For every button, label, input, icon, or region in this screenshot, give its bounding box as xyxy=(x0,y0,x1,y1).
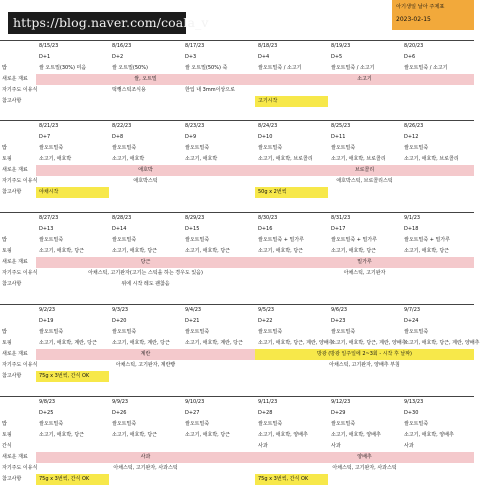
plan-cell: 소고기, 애호박, 당근 xyxy=(112,248,157,254)
note-title: 아기생일 날아 주제표 xyxy=(396,4,445,10)
date-cell: 9/7/23 xyxy=(404,307,421,313)
plan-cell: 쌀오트밀죽 xyxy=(258,145,283,151)
day-count-cell: D+6 xyxy=(404,54,416,60)
plan-cell: 소고기, 애호박, 당근 xyxy=(185,432,230,438)
plan-cell: 소고기, 애호박, 당근 xyxy=(331,248,376,254)
plan-cell: 소고기, 애호박, 브로콜리 xyxy=(331,156,386,162)
plan-cell: 소고기, 애호박, 당근, 계란, 양배추 xyxy=(258,340,334,346)
plan-row xyxy=(0,327,474,338)
row-label: 밥 xyxy=(2,65,7,71)
plan-span: 브로콜리 xyxy=(255,165,474,176)
plan-cell xyxy=(401,474,474,485)
plan-cell xyxy=(109,96,182,107)
row-label: 새로운 재료 xyxy=(2,259,28,265)
plan-span: 아채스틱, 고기완자, 양배추 부침 xyxy=(329,362,400,368)
plan-row xyxy=(0,338,480,349)
day-count-cell: D+13 xyxy=(39,226,54,232)
plan-cell: 쌀 오트밀(30%) 미음 xyxy=(39,65,87,71)
plan-cell: 쌀오트밀죽 / 소고기 xyxy=(258,65,302,71)
plan-cell: 소고기, 애호박, 당근 xyxy=(258,248,303,254)
plan-cell: 소고기, 애호박, 당근 xyxy=(404,248,449,254)
plan-cell: 쌀오트밀죽 xyxy=(39,237,64,243)
plan-row xyxy=(0,371,474,382)
row-label: 토핑 xyxy=(2,432,12,438)
plan-cell: 쌀오트밀죽 xyxy=(404,329,429,335)
plan-cell: 사과 xyxy=(331,443,341,449)
plan-span: 애호박스틱 xyxy=(133,178,158,184)
plan-span: 아채스틱, 고기완자, 계란빵 xyxy=(115,362,176,368)
row-label: 자기주도 이유식 xyxy=(2,362,38,368)
plan-cell: 쌀오트밀죽 + 밀가루 xyxy=(404,237,451,243)
plan-cell: 쌀오트밀죽 + 밀가루 xyxy=(331,237,378,243)
plan-cell: 소고기, 애호박, 계란, 당근 xyxy=(39,340,97,346)
date-cell: 9/2/23 xyxy=(39,307,56,313)
plan-cell: 쌀오트밀죽 xyxy=(112,237,137,243)
day-count-row xyxy=(0,224,474,235)
plan-row xyxy=(0,279,474,290)
date-cell: 9/12/23 xyxy=(331,399,351,405)
plan-cell: 소고기, 애호박, 당근 xyxy=(112,432,157,438)
date-cell: 9/13/23 xyxy=(404,399,424,405)
row-label: 토핑 xyxy=(2,156,12,162)
date-cell: 8/22/23 xyxy=(112,123,132,129)
plan-cell xyxy=(255,371,328,382)
plan-row xyxy=(0,246,474,257)
plan-cell: 75g x 3번씩, 간식 OK xyxy=(255,474,328,485)
day-count-cell: D+2 xyxy=(112,54,124,60)
plan-cell xyxy=(255,85,328,96)
date-row xyxy=(0,305,474,316)
day-count-cell: D+14 xyxy=(112,226,127,232)
row-label: 토핑 xyxy=(2,248,12,254)
header-bar xyxy=(0,0,474,40)
plan-cell: 소고기, 애호박, 양배추 xyxy=(404,432,454,438)
plan-row xyxy=(0,235,474,246)
plan-row xyxy=(0,154,474,165)
plan-cell xyxy=(109,474,182,485)
plan-cell: 떡뻥스틱조식용 xyxy=(112,87,146,93)
plan-row xyxy=(0,441,474,452)
row-label: 간식 xyxy=(2,443,12,449)
date-cell: 9/9/23 xyxy=(112,399,129,405)
plan-cell: 쌀오트밀죽 xyxy=(112,421,137,427)
row-label: 참고사항 xyxy=(2,98,22,104)
note-box xyxy=(392,0,474,30)
blog-url[interactable]: https://blog.naver.com/coala_v xyxy=(8,12,186,34)
plan-span: 애호박스틱, 브로콜리스틱 xyxy=(336,178,393,184)
plan-span: 아채스틱, 고기완자, 사과스틱 xyxy=(332,465,397,471)
date-row xyxy=(0,213,474,224)
plan-cell xyxy=(182,474,255,485)
day-count-cell: D+21 xyxy=(185,318,200,324)
plan-cell xyxy=(109,371,182,382)
day-count-cell: D+23 xyxy=(331,318,346,324)
day-count-row xyxy=(0,408,474,419)
plan-cell xyxy=(182,96,255,107)
plan-cell: 쌀오트밀죽 xyxy=(404,145,429,151)
day-count-cell: D+24 xyxy=(404,318,419,324)
day-count-cell: D+27 xyxy=(185,410,200,416)
date-cell: 8/27/23 xyxy=(39,215,59,221)
row-label: 새로운 재료 xyxy=(2,167,28,173)
day-count-cell: D+12 xyxy=(404,134,419,140)
row-label: 토핑 xyxy=(2,340,12,346)
row-label: 자기주도 이유식 xyxy=(2,87,38,93)
day-count-row xyxy=(0,52,474,63)
week-block xyxy=(0,40,474,107)
day-count-cell: D+4 xyxy=(258,54,270,60)
day-count-cell: D+5 xyxy=(331,54,343,60)
note-date: 2023-02-15 xyxy=(396,16,431,23)
plan-row xyxy=(0,257,474,268)
plan-span: 소고기 xyxy=(255,74,474,85)
plan-cell: 쌀오트밀죽 xyxy=(39,421,64,427)
plan-row xyxy=(0,452,474,463)
row-label: 참고사항 xyxy=(2,476,22,482)
day-count-row xyxy=(0,316,474,327)
day-count-cell: D+7 xyxy=(39,134,51,140)
plan-cell: 쌀 오트밀(50%) xyxy=(112,65,148,71)
plan-row xyxy=(0,165,474,176)
plan-span: 애호박 xyxy=(36,165,255,176)
date-row xyxy=(0,41,474,52)
day-count-cell: D+26 xyxy=(112,410,127,416)
plan-cell: 쌀오트밀죽 / 소고기 xyxy=(404,65,448,71)
day-count-cell: D+10 xyxy=(258,134,273,140)
row-label: 참고사항 xyxy=(2,373,22,379)
row-label: 새로운 재료 xyxy=(2,351,28,357)
date-cell: 8/17/23 xyxy=(185,43,205,49)
date-cell: 8/29/23 xyxy=(185,215,205,221)
week-block xyxy=(0,120,474,198)
plan-cell xyxy=(36,96,109,107)
day-count-cell: D+29 xyxy=(331,410,346,416)
date-cell: 8/23/23 xyxy=(185,123,205,129)
plan-cell: 사과 xyxy=(404,443,414,449)
plan-cell: 쌀오트밀죽 xyxy=(112,329,137,335)
row-label: 참고사항 xyxy=(2,281,22,287)
plan-cell xyxy=(328,474,401,485)
day-count-cell: D+25 xyxy=(39,410,54,416)
day-count-cell: D+9 xyxy=(185,134,197,140)
plan-span: 양배추 xyxy=(255,452,474,463)
date-cell: 8/20/23 xyxy=(404,43,424,49)
plan-cell: 쌀오트밀죽 xyxy=(258,421,283,427)
week-block xyxy=(0,212,474,290)
date-cell: 8/26/23 xyxy=(404,123,424,129)
plan-row xyxy=(0,176,474,187)
plan-cell xyxy=(328,96,401,107)
day-count-cell: D+28 xyxy=(258,410,273,416)
plan-cell: 소고기, 애호박, 계란, 당근 xyxy=(112,340,170,346)
plan-cell: 쌀오트밀죽 xyxy=(258,329,283,335)
plan-span: 아채스틱, 고기완자(고기는 스틱을 하는 경우도 있음) xyxy=(88,270,203,276)
day-count-cell: D+19 xyxy=(39,318,54,324)
date-cell: 8/25/23 xyxy=(331,123,351,129)
plan-cell: 쌀오트밀죽 + 밀가루 xyxy=(258,237,305,243)
plan-cell: 75g x 3번씩, 간식 OK xyxy=(36,371,109,382)
day-count-cell: D+22 xyxy=(258,318,273,324)
day-count-cell: D+16 xyxy=(258,226,273,232)
date-cell: 9/4/23 xyxy=(185,307,202,313)
plan-cell: 쌀오트밀죽 xyxy=(185,329,210,335)
plan-cell: 소고기, 애호박, 당근 xyxy=(39,432,84,438)
plan-cell: 소고기, 애호박 xyxy=(112,156,145,162)
plan-cell xyxy=(36,85,109,96)
date-cell: 9/3/23 xyxy=(112,307,129,313)
plan-cell: 쌀오트밀죽 xyxy=(39,329,64,335)
plan-cell: 한입 내 3mm이상으로 xyxy=(185,87,235,93)
plan-cell: 소고기, 애호박, 당근, 계란, 양배추 xyxy=(404,340,480,346)
plan-cell: 75g x 3번씩, 간식 OK xyxy=(36,474,109,485)
plan-span: 계란 xyxy=(36,349,255,360)
plan-cell: 소고기, 애호박, 양배추 xyxy=(258,432,308,438)
plan-row xyxy=(0,419,474,430)
day-count-cell: D+1 xyxy=(39,54,51,60)
date-cell: 8/16/23 xyxy=(112,43,132,49)
plan-row xyxy=(0,74,474,85)
date-cell: 8/18/23 xyxy=(258,43,278,49)
plan-span: 아채스틱, 고기완자, 사과스틱 xyxy=(113,465,178,471)
row-label: 자기주도 이유식 xyxy=(2,465,38,471)
row-label: 밥 xyxy=(2,237,7,243)
plan-row xyxy=(0,360,474,371)
plan-cell: 쌀오트밀죽 xyxy=(331,329,356,335)
date-cell: 8/24/23 xyxy=(258,123,278,129)
plan-cell: 50g x 2번씩 xyxy=(255,187,328,198)
plan-cell xyxy=(182,441,255,452)
plan-cell: 사과 xyxy=(258,443,268,449)
week-block xyxy=(0,304,480,382)
plan-cell: 쌀오트밀죽 xyxy=(404,421,429,427)
day-count-cell: D+8 xyxy=(112,134,124,140)
plan-cell: 쌀 오트밀(50%) 죽 xyxy=(185,65,228,71)
plan-cell: 소고기, 애호박 xyxy=(185,156,218,162)
plan-cell: 소고기, 애호박 xyxy=(39,156,72,162)
plan-span: 위에 시작 레도 괜찮음 xyxy=(121,281,170,287)
plan-cell xyxy=(109,187,182,198)
plan-cell: 소고기, 애호박, 당근 xyxy=(39,248,84,254)
plan-cell: 쌀오트밀죽 xyxy=(112,145,137,151)
date-cell: 9/11/23 xyxy=(258,399,278,405)
plan-cell: 쌀오트밀죽 xyxy=(185,237,210,243)
plan-cell: 소고기, 애호박, 당근 xyxy=(185,248,230,254)
row-label: 새로운 재료 xyxy=(2,76,28,82)
day-count-row xyxy=(0,132,474,143)
plan-cell: 쌀오트밀죽 xyxy=(331,421,356,427)
date-cell: 8/19/23 xyxy=(331,43,351,49)
date-row xyxy=(0,397,474,408)
date-cell: 9/5/23 xyxy=(258,307,275,313)
plan-cell: 쌀오트밀죽 xyxy=(39,145,64,151)
plan-span: 방광 (방광 일주일에 2~3회 - 시작 후 날짜) xyxy=(255,349,474,360)
plan-span: 쌀, 오트밀 xyxy=(36,74,255,85)
plan-cell xyxy=(401,85,474,96)
plan-cell: 소고기, 애호박, 브로콜리 xyxy=(258,156,313,162)
plan-cell: 고기시작 xyxy=(255,96,328,107)
date-cell: 9/8/23 xyxy=(39,399,56,405)
plan-span: 사과 xyxy=(36,452,255,463)
plan-cell xyxy=(328,371,401,382)
row-label: 참고사항 xyxy=(2,189,22,195)
plan-row xyxy=(0,187,474,198)
plan-row xyxy=(0,349,474,360)
plan-span: 아채스틱, 고기완자 xyxy=(343,270,386,276)
plan-row xyxy=(0,430,474,441)
row-label: 자기주도 이유식 xyxy=(2,178,38,184)
plan-cell: 소고기, 애호박, 브로콜리 xyxy=(404,156,459,162)
day-count-cell: D+18 xyxy=(404,226,419,232)
plan-span: 밀가루 xyxy=(255,257,474,268)
plan-span: 당근 xyxy=(36,257,255,268)
day-count-cell: D+17 xyxy=(331,226,346,232)
day-count-cell: D+11 xyxy=(331,134,346,140)
row-label: 새로운 재료 xyxy=(2,454,28,460)
day-count-cell: D+15 xyxy=(185,226,200,232)
row-label: 자기주도 이유식 xyxy=(2,270,38,276)
plan-row xyxy=(0,63,474,74)
date-cell: 9/6/23 xyxy=(331,307,348,313)
plan-row xyxy=(0,268,474,279)
row-label: 밥 xyxy=(2,421,7,427)
plan-cell xyxy=(109,441,182,452)
plan-cell xyxy=(182,371,255,382)
plan-cell xyxy=(328,187,401,198)
date-cell: 9/10/23 xyxy=(185,399,205,405)
plan-cell: 야채시작 xyxy=(36,187,109,198)
plan-cell: 쌀오트밀죽 / 소고기 xyxy=(331,65,375,71)
date-cell: 8/15/23 xyxy=(39,43,59,49)
plan-row xyxy=(0,143,474,154)
row-label: 밥 xyxy=(2,145,7,151)
day-count-cell: D+3 xyxy=(185,54,197,60)
plan-row xyxy=(0,463,474,474)
date-cell: 8/28/23 xyxy=(112,215,132,221)
plan-cell: 소고기, 애호박, 양배추 xyxy=(331,432,381,438)
plan-row xyxy=(0,474,474,485)
row-label: 밥 xyxy=(2,329,7,335)
plan-cell: 쌀오트밀죽 xyxy=(185,145,210,151)
plan-cell xyxy=(182,187,255,198)
plan-cell: 소고기, 애호박, 계란, 당근 xyxy=(185,340,243,346)
plan-cell: 쌀오트밀죽 xyxy=(331,145,356,151)
plan-row xyxy=(0,85,474,96)
date-cell: 8/30/23 xyxy=(258,215,278,221)
plan-cell: 소고기, 애호박, 당근, 계란, 양배추 xyxy=(331,340,407,346)
plan-row xyxy=(0,96,474,107)
plan-cell xyxy=(401,187,474,198)
plan-cell xyxy=(328,85,401,96)
plan-cell xyxy=(36,441,109,452)
date-cell: 8/21/23 xyxy=(39,123,59,129)
plan-cell: 쌀오트밀죽 xyxy=(185,421,210,427)
day-count-cell: D+30 xyxy=(404,410,419,416)
plan-cell xyxy=(401,371,474,382)
date-cell: 9/1/23 xyxy=(404,215,421,221)
date-row xyxy=(0,121,474,132)
day-count-cell: D+20 xyxy=(112,318,127,324)
plan-cell xyxy=(401,96,474,107)
week-block xyxy=(0,396,474,485)
date-cell: 8/31/23 xyxy=(331,215,351,221)
